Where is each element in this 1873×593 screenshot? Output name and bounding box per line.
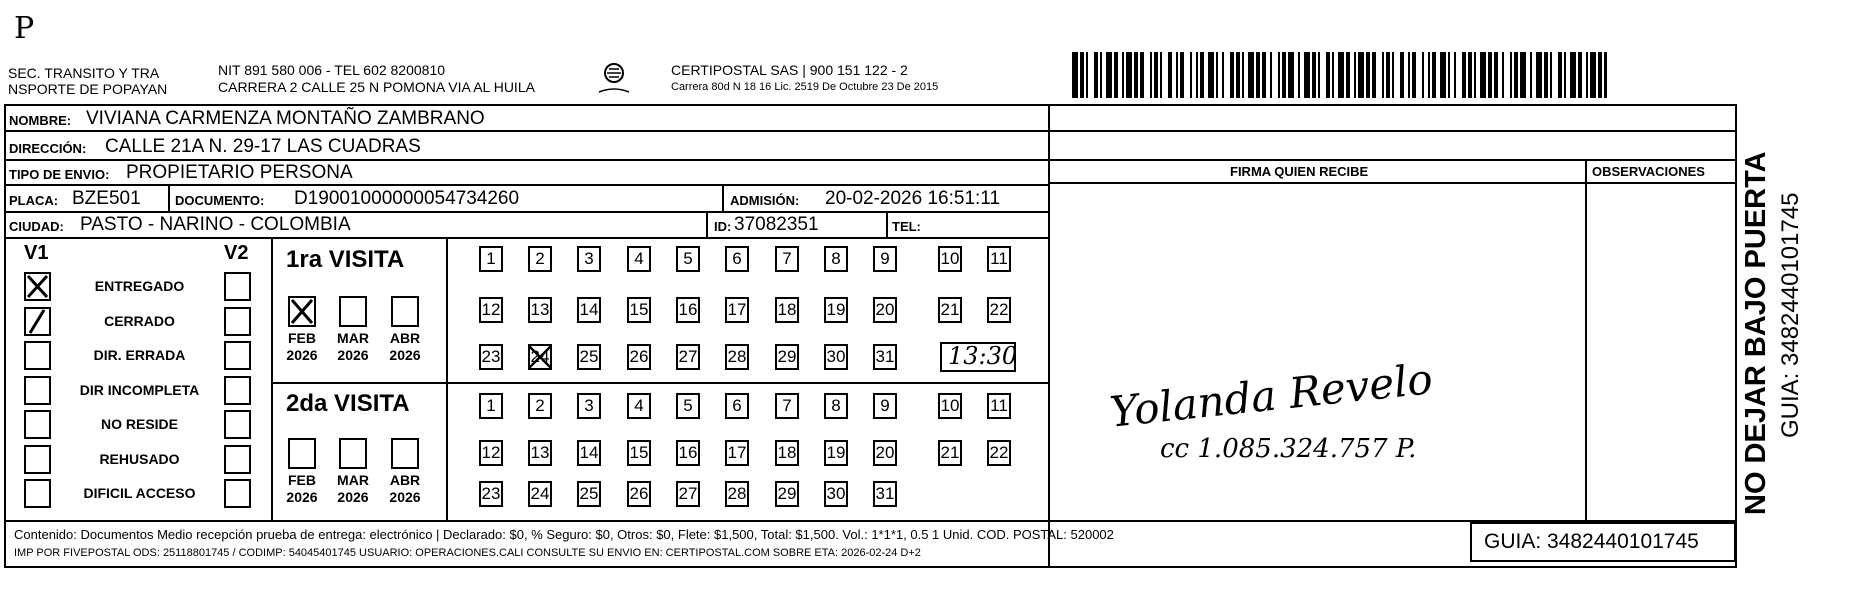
visit1-day-box[interactable]: 31 bbox=[873, 344, 897, 370]
visit2-day-box[interactable]: 8 bbox=[824, 393, 848, 419]
visit2-day-box[interactable]: 4 bbox=[627, 393, 651, 419]
barcode bbox=[1072, 52, 1607, 98]
visit1-month-checkbox[interactable] bbox=[288, 296, 316, 327]
v2-checkbox[interactable] bbox=[224, 410, 251, 439]
visit2-month-checkbox[interactable] bbox=[339, 438, 367, 469]
visit2-day-box[interactable]: 17 bbox=[725, 440, 749, 466]
visit1-day-box[interactable]: 19 bbox=[824, 297, 848, 323]
visit1-day-box[interactable]: 22 bbox=[987, 297, 1011, 323]
v1-checkbox[interactable] bbox=[24, 376, 51, 405]
tipo-envio-value: PROPIETARIO PERSONA bbox=[126, 162, 353, 183]
v2-checkbox[interactable] bbox=[224, 445, 251, 474]
visit2-day-box[interactable]: 20 bbox=[873, 440, 897, 466]
visit2-day-box[interactable]: 2 bbox=[528, 393, 552, 419]
visit1-day-box[interactable]: 26 bbox=[627, 344, 651, 370]
visit2-month-checkbox[interactable] bbox=[288, 438, 316, 469]
ciudad-value: PASTO - NARINO - COLOMBIA bbox=[80, 214, 351, 235]
guia-vertical: GUIA: 3482440101745 bbox=[1777, 192, 1804, 438]
direccion-value: CALLE 21A N. 29-17 LAS CUADRAS bbox=[105, 136, 421, 157]
visit1-day-box[interactable]: 15 bbox=[627, 297, 651, 323]
signature: Yolanda Revelo bbox=[1107, 354, 1435, 437]
v1-checkbox[interactable] bbox=[24, 341, 51, 370]
visit1-day-box[interactable]: 6 bbox=[725, 246, 749, 272]
visit1-day-box[interactable]: 5 bbox=[676, 246, 700, 272]
documento-value: D19001000000054734260 bbox=[294, 188, 520, 209]
visit1-day-box[interactable]: 18 bbox=[775, 297, 799, 323]
visit2-day-box[interactable]: 14 bbox=[577, 440, 601, 466]
visit2-day-box[interactable]: 23 bbox=[479, 481, 503, 507]
nombre-label: NOMBRE: bbox=[9, 113, 72, 128]
visit1-day-box[interactable]: 14 bbox=[577, 297, 601, 323]
visit2-month-year: 2026 bbox=[337, 489, 369, 505]
visit2-day-box[interactable]: 26 bbox=[627, 481, 651, 507]
status-label: DIR. ERRADA bbox=[93, 347, 186, 363]
visit2-day-box[interactable]: 11 bbox=[987, 393, 1011, 419]
observaciones-header: OBSERVACIONES bbox=[1592, 164, 1705, 179]
visit1-day-box[interactable]: 9 bbox=[873, 246, 897, 272]
ciudad-label: CIUDAD: bbox=[9, 219, 64, 234]
visit1-handwritten-time: 13:30 bbox=[948, 342, 1018, 370]
visit2-day-box[interactable]: 24 bbox=[528, 481, 552, 507]
signature-id: cc 1.085.324.757 P. bbox=[1160, 434, 1417, 464]
v2-checkbox[interactable] bbox=[224, 272, 251, 301]
status-label: NO RESIDE bbox=[100, 416, 178, 432]
v1-checkbox[interactable] bbox=[24, 445, 51, 474]
footer-guia: GUIA: 3482440101745 bbox=[1484, 530, 1699, 553]
courier-line-2: Carrera 80d N 18 16 Lic. 2519 De Octubre 23 De 2015 bbox=[671, 81, 939, 93]
visit1-month-year: 2026 bbox=[286, 347, 318, 363]
visit1-day-box[interactable]: 16 bbox=[676, 297, 700, 323]
visit1-day-box[interactable]: 20 bbox=[873, 297, 897, 323]
nombre-value: VIVIANA CARMENZA MONTAÑO ZAMBRANO bbox=[86, 108, 485, 129]
visit1-day-box[interactable]: 30 bbox=[824, 344, 848, 370]
visit1-day-box[interactable]: 25 bbox=[577, 344, 601, 370]
visit2-day-box[interactable]: 30 bbox=[824, 481, 848, 507]
visit2-title: 2da VISITA bbox=[286, 390, 410, 417]
visit1-month-label: FEB bbox=[288, 330, 316, 346]
visit1-day-box[interactable]: 21 bbox=[938, 297, 962, 323]
v2-checkbox[interactable] bbox=[224, 376, 251, 405]
corner-handwritten-mark: P bbox=[14, 11, 35, 46]
org-line-2: NSPORTE DE POPAYAN bbox=[8, 81, 168, 97]
visit2-day-box[interactable]: 5 bbox=[676, 393, 700, 419]
visit1-month-label: MAR bbox=[337, 330, 369, 346]
v1-checkbox[interactable] bbox=[24, 479, 51, 508]
visit1-day-box[interactable]: 8 bbox=[824, 246, 848, 272]
visit2-day-box[interactable]: 21 bbox=[938, 440, 962, 466]
firma-header: FIRMA QUIEN RECIBE bbox=[1230, 164, 1369, 179]
visit1-day-box[interactable]: 29 bbox=[775, 344, 799, 370]
visit2-month-label: ABR bbox=[389, 472, 421, 488]
status-label: DIR INCOMPLETA bbox=[79, 381, 200, 398]
tel-label: TEL: bbox=[892, 219, 921, 234]
visit2-day-box[interactable]: 29 bbox=[775, 481, 799, 507]
id-label: ID: bbox=[714, 219, 732, 234]
visit2-day-box[interactable]: 12 bbox=[479, 440, 503, 466]
visit1-day-box[interactable]: 28 bbox=[725, 344, 749, 370]
visit2-day-box[interactable]: 22 bbox=[987, 440, 1011, 466]
visit1-day-box[interactable]: 12 bbox=[479, 297, 503, 323]
visit2-month-checkbox[interactable] bbox=[391, 438, 419, 469]
footer-line-1: Contenido: Documentos Medio recepción prueba de entrega: electrónico | Declarado: $0, % Seguro: $0, Otros: $0, Flete: $1,500, Total: $1,500. Vol.: 1*1*1, 0.5 1 Unid. COD. POSTAL: 520002 bbox=[14, 527, 1114, 542]
footer-line-2: IMP POR FIVEPOSTAL ODS: 25118801745 / CODIMP: 54045401745 USUARIO: OPERACIONES.CALI CONSULTE SU ENVIO EN: CERTIPOSTAL.COM SOBRE ETA: 2026-02-24 D+2 bbox=[14, 547, 921, 559]
visit2-day-box[interactable]: 3 bbox=[577, 393, 601, 419]
visit1-day-box[interactable]: 2 bbox=[528, 246, 552, 272]
visit2-day-box[interactable]: 6 bbox=[725, 393, 749, 419]
visit1-day-box[interactable]: 3 bbox=[577, 246, 601, 272]
visit2-month-year: 2026 bbox=[286, 489, 318, 505]
admision-value: 20-02-2026 16:51:11 bbox=[825, 188, 1001, 209]
address-line: CARRERA 2 CALLE 25 N POMONA VIA AL HUILA bbox=[218, 79, 535, 95]
status-label: DIFICIL ACCESO bbox=[83, 485, 196, 501]
no-dejar-bajo-puerta: NO DEJAR BAJO PUERTA bbox=[1740, 151, 1772, 515]
visit1-month-year: 2026 bbox=[337, 347, 369, 363]
visit1-day-box[interactable]: 17 bbox=[725, 297, 749, 323]
visit2-month-label: MAR bbox=[337, 472, 369, 488]
visit2-day-box[interactable]: 10 bbox=[938, 393, 962, 419]
v1-label: V1 bbox=[24, 242, 49, 264]
visit1-title: 1ra VISITA bbox=[286, 246, 405, 273]
visit1-day-box[interactable]: 7 bbox=[775, 246, 799, 272]
visit2-day-box[interactable]: 13 bbox=[528, 440, 552, 466]
visit2-day-box[interactable]: 9 bbox=[873, 393, 897, 419]
courier-logo-icon bbox=[595, 60, 633, 98]
visit2-day-box[interactable]: 1 bbox=[479, 393, 503, 419]
visit1-day-box[interactable]: 11 bbox=[987, 246, 1011, 272]
visit2-day-box[interactable]: 28 bbox=[725, 481, 749, 507]
courier-line-1: CERTIPOSTAL SAS | 900 151 122 - 2 bbox=[671, 62, 908, 78]
visit1-day-box[interactable]: 10 bbox=[938, 246, 962, 272]
visit1-day-box[interactable]: 24 bbox=[528, 344, 552, 370]
visit1-day-box[interactable]: 23 bbox=[479, 344, 503, 370]
visit1-month-year: 2026 bbox=[389, 347, 421, 363]
documento-label: DOCUMENTO: bbox=[175, 193, 265, 208]
visit2-day-box[interactable]: 27 bbox=[676, 481, 700, 507]
visit2-day-box[interactable]: 31 bbox=[873, 481, 897, 507]
v1-checkbox[interactable] bbox=[24, 410, 51, 439]
visit2-day-box[interactable]: 15 bbox=[627, 440, 651, 466]
status-label: ENTREGADO bbox=[94, 278, 185, 294]
visit2-day-box[interactable]: 16 bbox=[676, 440, 700, 466]
visit2-month-label: FEB bbox=[288, 472, 316, 488]
placa-label: PLACA: bbox=[9, 193, 59, 208]
visit1-day-box[interactable]: 4 bbox=[627, 246, 651, 272]
visit1-day-box[interactable]: 1 bbox=[479, 246, 503, 272]
visit2-day-box[interactable]: 25 bbox=[577, 481, 601, 507]
visit1-month-checkbox[interactable] bbox=[339, 296, 367, 327]
nit-line: NIT 891 580 006 - TEL 602 8200810 bbox=[218, 62, 446, 78]
status-label: REHUSADO bbox=[99, 450, 180, 467]
v1-checkbox[interactable] bbox=[24, 307, 51, 336]
id-value: 37082351 bbox=[734, 214, 819, 235]
frame-vertical-divider bbox=[1048, 104, 1050, 568]
admision-label: ADMISIÓN: bbox=[730, 193, 800, 208]
visit2-day-box[interactable]: 18 bbox=[775, 440, 799, 466]
visit2-day-box[interactable]: 7 bbox=[775, 393, 799, 419]
visit2-month-year: 2026 bbox=[389, 489, 421, 505]
v2-checkbox[interactable] bbox=[224, 307, 251, 336]
v2-checkbox[interactable] bbox=[224, 341, 251, 370]
status-label: CERRADO bbox=[104, 312, 175, 329]
visit1-day-box[interactable]: 13 bbox=[528, 297, 552, 323]
v1-checkbox[interactable] bbox=[24, 272, 51, 301]
v2-checkbox[interactable] bbox=[224, 479, 251, 508]
v2-label: V2 bbox=[224, 242, 249, 264]
visit1-month-label: ABR bbox=[389, 330, 421, 346]
placa-value: BZE501 bbox=[72, 188, 141, 209]
tipo-envio-label: TIPO DE ENVIO: bbox=[9, 167, 110, 182]
visit2-day-box[interactable]: 19 bbox=[824, 440, 848, 466]
direccion-label: DIRECCIÓN: bbox=[9, 141, 87, 156]
visit1-day-box[interactable]: 27 bbox=[676, 344, 700, 370]
org-line-1: SEC. TRANSITO Y TRA bbox=[8, 65, 160, 81]
visit1-month-checkbox[interactable] bbox=[391, 296, 419, 327]
